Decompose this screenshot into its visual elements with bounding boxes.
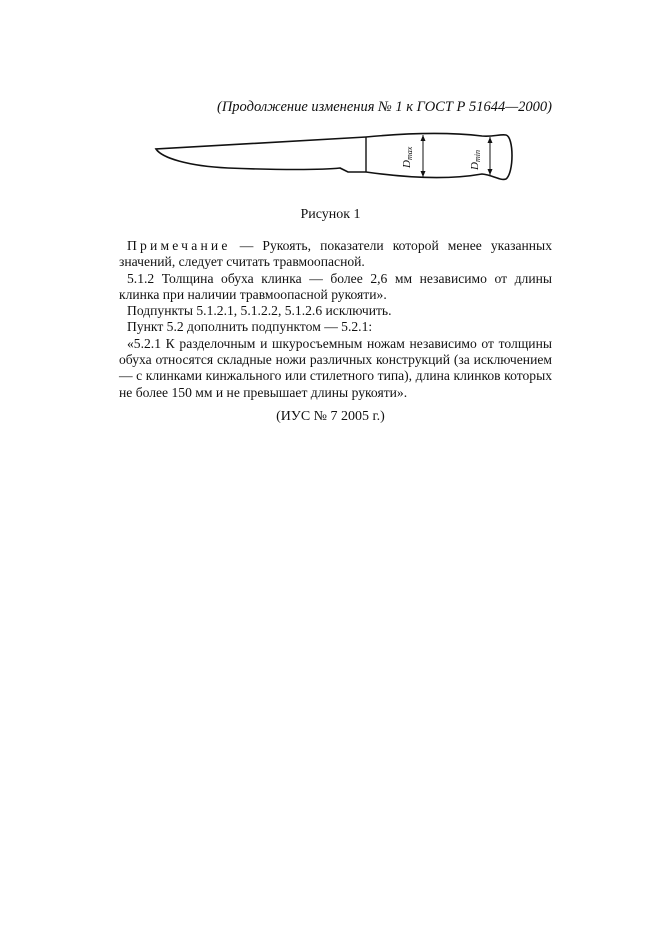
paragraph-subitems-excluded: Подпункты 5.1.2.1, 5.1.2.2, 5.1.2.6 исключить. — [127, 303, 392, 319]
dmax-arrow-bottom — [421, 171, 426, 177]
dmax-arrow-top — [421, 135, 426, 141]
dmin-label: Dmin — [469, 150, 482, 170]
note-paragraph — [119, 238, 552, 271]
source-reference: (ИУС № 7 2005 г.) — [276, 409, 385, 424]
knife-blade — [156, 137, 366, 172]
paragraph-5-2-addition: Пункт 5.2 дополнить подпунктом — 5.2.1: — [127, 319, 373, 335]
figure-caption: Рисунок 1 — [300, 207, 361, 222]
knife-figure — [148, 128, 524, 188]
paragraph-5-2-1: «5.2.1 К разделочным и шкуросъемным ножам независимо от толщины обуха относятся складные ножи различных конструкций (за исключением — с клинками кинжального или стилетного типа), длина клинков которых не более 150 мм и не превышает длины рукояти». — [119, 335, 552, 400]
dmin-arrow-top — [488, 137, 493, 143]
note-text: — Рукоять, показатели которой менее указанных значений, следует считать травмоопасной. — [119, 238, 552, 270]
dmax-label: Dmax — [401, 146, 414, 168]
document-header: (Продолжение изменения № 1 к ГОСТ Р 51644—2000) — [217, 99, 552, 115]
body-text — [119, 238, 552, 401]
dmin-arrow-bottom — [488, 169, 493, 175]
knife-drawing — [148, 128, 524, 188]
paragraph-5-1-2: 5.1.2 Толщина обуха клинка — более 2,6 мм независимо от длины клинка при наличии травмоопасной рукояти». — [119, 270, 552, 302]
note-label: Примечание — [127, 238, 231, 253]
